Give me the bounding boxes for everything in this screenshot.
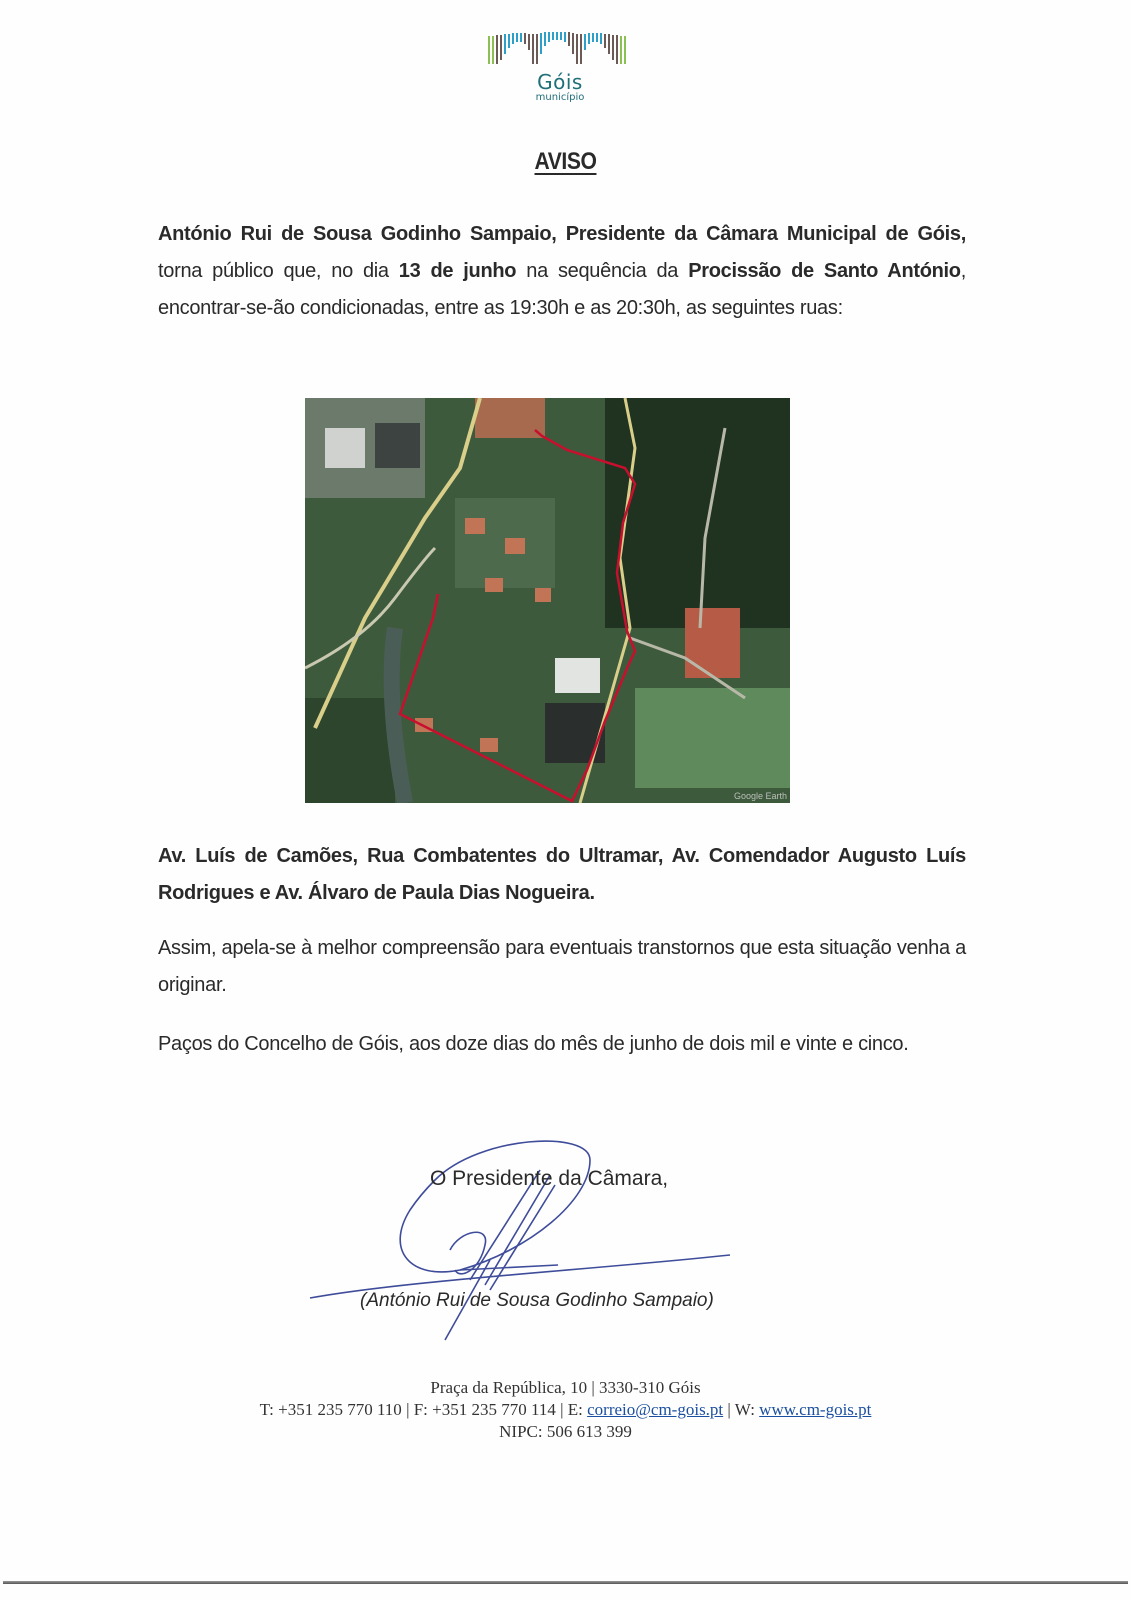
footer-contacts: T: +351 235 770 110 | F: +351 235 770 114 | E: correio@cm-gois.pt | W: www.cm-gois.pt: [259, 1400, 872, 1419]
footer-phone: T: +351 235 770 110: [259, 1400, 402, 1419]
closing-paragraph: Paços do Concelho de Góis, aos doze dias do mês de junho de dois mil e vinte e cinco.: [158, 1033, 909, 1055]
intro-date: 13 de junho: [398, 260, 517, 282]
footer: [0, 1377, 1131, 1443]
footer-fax: F: +351 235 770 114: [413, 1400, 556, 1419]
bottom-divider: [3, 1581, 1128, 1584]
intro-paragraph: António Rui de Sousa Godinho Sampaio, Presidente da Câmara Municipal de Góis, torna público que, no dia 13 de junho na sequência da Procissão de Santo António, encontrar-se-ão condicionadas, entre as 19:30h e as 20:30h, as seguintes ruas:: [158, 223, 966, 319]
footer-nipc: NIPC: 506 613 399: [499, 1422, 632, 1441]
bridge-logo-icon: [485, 30, 635, 66]
logo-subtitle: município: [535, 92, 585, 103]
footer-address: Praça da República, 10 | 3330-310 Góis: [430, 1378, 701, 1397]
handwritten-signature-icon: [290, 1130, 760, 1350]
signature-role: O Presidente da Câmara,: [430, 1167, 669, 1190]
streets-list: Av. Luís de Camões, Rua Combatentes do Ultramar, Av. Comendador Augusto Luís Rodrigues e Av. Álvaro de Paula Dias Nogueira.: [158, 845, 966, 904]
intro-issuer: António Rui de Sousa Godinho Sampaio, Presidente da Câmara Municipal de Góis,: [158, 223, 966, 245]
footer-web-link[interactable]: www.cm-gois.pt: [759, 1400, 872, 1419]
signature-name: (António Rui de Sousa Godinho Sampaio): [360, 1290, 714, 1311]
intro-event: Procissão de Santo António: [688, 260, 961, 282]
municipality-logo: [480, 30, 640, 103]
aerial-map-image: [305, 398, 790, 803]
map-credit: Google Earth: [733, 791, 787, 801]
route-map: [305, 398, 790, 803]
appeal-paragraph: Assim, apela-se à melhor compreensão para eventuais transtornos que esta situação venha a originar.: [158, 937, 966, 996]
page-title: AVISO: [534, 148, 597, 175]
logo-name: Góis: [537, 70, 583, 94]
footer-email-link[interactable]: correio@cm-gois.pt: [587, 1400, 724, 1419]
